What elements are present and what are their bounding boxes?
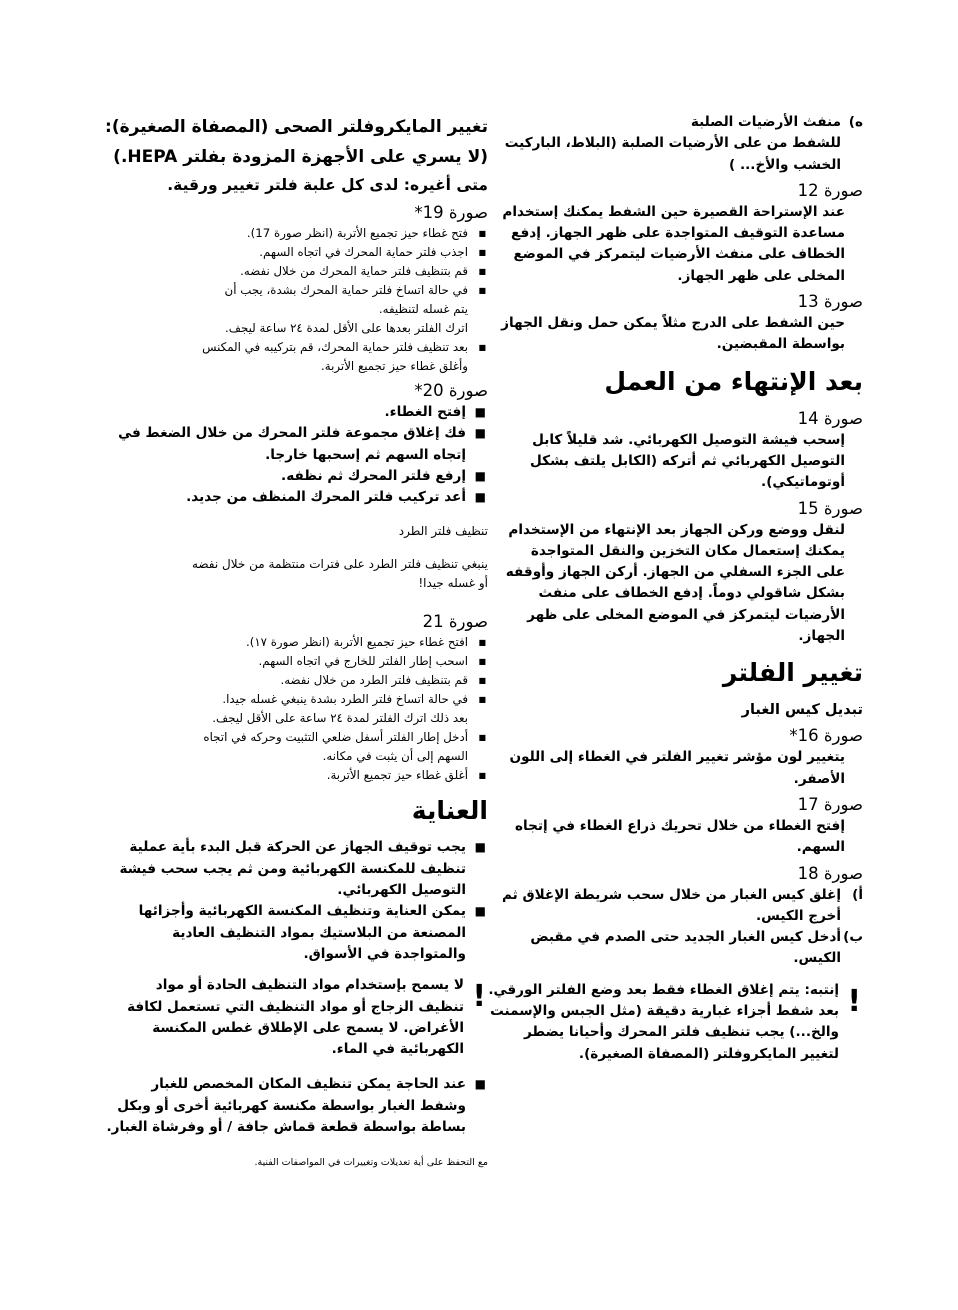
bullet-square-icon: ■ — [478, 695, 486, 705]
bullet-item — [128, 338, 488, 376]
bullet-line: عند الحاجة يمكن تنظيف المكان المخصص للغبار — [151, 1076, 466, 1093]
bullet-item — [128, 766, 488, 785]
bullet-line: يتم غسله لتنظيفه. — [378, 302, 468, 316]
bullet-item — [128, 487, 488, 508]
text-line: إفتح الغطاء من خلال تحريك ذراع الغطاء في إتجاه — [514, 817, 845, 834]
text-line: المخلى على ظهر الجهاز. — [677, 267, 845, 284]
warning-note — [128, 975, 488, 1060]
bullet-line: التوصيل الكهربائي. — [337, 882, 466, 899]
text-line: على الجزء السفلي من الجهاز. أركن الجهاز وأوقفه — [505, 564, 845, 581]
warning-note — [488, 980, 863, 1065]
bullet-line: اترك الفلتر بعدها على الأقل لمدة ٢٤ ساعة ليجف. — [225, 321, 468, 335]
text-line: (لا يسري على الأجهزة المزودة بفلتر HEPA.) — [113, 147, 488, 167]
bullet-item — [128, 466, 488, 487]
bullet-line: إتجاه السهم ثم إسحبها خارجا. — [265, 446, 466, 463]
right-column — [488, 112, 863, 1065]
bullet-item — [128, 224, 488, 243]
bullet-line: فك إغلاق مجموعة فلتر المحرك من خلال الضغط في — [118, 425, 466, 442]
text-line: لتغيير المايكروفلتر (المصفاة الصغيرة). — [578, 1045, 839, 1062]
bullet-item — [128, 402, 488, 423]
paragraph — [495, 747, 863, 790]
bullet-square-icon: ■ — [474, 426, 486, 441]
bullet-line: بعد تنظيف فلتر حماية المحرك، قم بتركيبه في المكنس — [202, 340, 468, 354]
bullet-line: في حالة اتساخ فلتر الطرد بشدة ينبغي غسله جيدا. — [222, 692, 468, 707]
item-label: أ) — [852, 886, 863, 903]
text-line: الخطاف على منفث الأرضيات ليتمركز في الموضع — [513, 246, 845, 263]
bullet-square-icon: ■ — [478, 638, 486, 648]
paragraph — [128, 522, 488, 541]
section-title: تغيير الفلتر — [722, 658, 863, 688]
heading-note — [105, 112, 488, 172]
figure-label: صورة 13 — [797, 292, 863, 312]
text-line: إغلق كيس الغبار من خلال سحب شريطة الإغلاق ثم — [501, 886, 841, 903]
bullet-line: فتح غطاء حيز تجميع الأتربة (انظر صورة 17). — [246, 226, 468, 240]
bullet-line: أغلق غطاء حيز تجميع الأتربة. — [326, 768, 468, 783]
paragraph — [128, 555, 488, 593]
bullet-line: قم بتنظيف فلتر حماية المحرك من خلال نفضه. — [240, 264, 468, 278]
bullet-item — [128, 281, 488, 338]
text-line: أوتوماتيكي). — [761, 474, 845, 491]
bullet-line: إفتح الغطاء. — [384, 404, 466, 420]
item-label: ه) — [848, 114, 863, 130]
bullet-square-icon: ■ — [478, 343, 486, 352]
bullet-square-icon: ■ — [478, 267, 486, 276]
text-line: يتغيير لون مؤشر تغيير الفلتر في الغطاء إلى اللون — [509, 749, 845, 766]
bullet-item — [128, 671, 488, 690]
bullet-square-icon: ■ — [478, 229, 486, 238]
subsection-title: تبديل كيس الغبار — [741, 702, 863, 719]
text-line: ينبغي تنظيف فلتر الطرد على فترات منتظمة من خلال نفضه — [191, 557, 488, 572]
bullet-line: أعد تركيب فلتر المحرك المنظف من جديد. — [186, 489, 466, 506]
bullet-square-icon: ■ — [474, 840, 486, 855]
spacer — [128, 593, 488, 607]
bullet-line: بعد ذلك اترك الفلتر لمدة ٢٤ ساعة على الأقل ليجف. — [212, 711, 468, 726]
figure-label: صورة 12 — [797, 180, 863, 200]
text-line: منفث الأرضيات الصلبة — [690, 114, 841, 130]
text-line: إنتبه: يتم إغلاق الغطاء فقط بعد وضع الفلتر الورقي. — [488, 981, 839, 998]
text-line: السهم. — [796, 839, 845, 856]
text-line: أخرج الكيس. — [755, 907, 841, 924]
bullet-line: قم بتنظيف فلتر الطرد من خلال نفضه. — [280, 673, 468, 688]
text-line: تغيير المايكروفلتر الصحى (المصفاة الصغيرة): — [105, 117, 488, 137]
figure-label: صورة 17 — [797, 794, 863, 814]
text-line: تنظيف فلتر الطرد — [398, 524, 488, 539]
bullet-square-icon: ■ — [478, 676, 486, 686]
text-line: تنظيف الزجاج أو مواد التنظيف التي تستعمل لكافة — [127, 998, 464, 1015]
paragraph — [495, 430, 863, 494]
spacer — [128, 508, 488, 522]
paragraph — [495, 816, 863, 859]
bullet-item — [128, 652, 488, 671]
bullet-square-icon: ■ — [474, 490, 486, 505]
paragraph — [495, 313, 863, 356]
bullet-line: يجب توقيف الجهاز عن الحركة قبل البدء بأية عملية — [129, 839, 466, 856]
text-line: إسحب فيشة التوصيل الكهربائي. شد قليلاً كابل — [532, 431, 845, 448]
text-line: للشفط من على الأرضيات الصلبة (البلاط، الباركيت — [504, 135, 841, 152]
spacer — [128, 1060, 488, 1074]
bullet-line: السهم إلى أن يثبت في مكانه. — [322, 749, 468, 764]
figure-label: صورة 15 — [797, 498, 863, 518]
text-line: مع التحفظ على أية تعديلات وتغييرات في المواصفات الفنية. — [254, 1157, 488, 1169]
warning-exclamation-icon: ! — [472, 979, 486, 1015]
bullet-item — [106, 1074, 488, 1138]
bullet-line: اجذب فلتر حماية المحرك في اتجاه السهم. — [259, 245, 468, 259]
bullet-item — [128, 262, 488, 281]
text-line: مساعدة التوقيف المتواجدة على ظهر الجهاز. إدفع — [511, 225, 845, 242]
text-line: التوصيل الكهربائي ثم أتركه (الكابل يلتف بشكل — [530, 452, 845, 469]
bullet-line: يمكن العناية وتنظيف المكنسة الكهربائية وأجزائها — [138, 903, 466, 920]
bullet-item — [118, 423, 488, 466]
disclaimer — [128, 1156, 488, 1170]
bullet-line: في حالة اتساخ فلتر حماية المحرك بشدة، يجب أن — [224, 283, 468, 297]
list-item — [495, 885, 863, 928]
bullet-item — [128, 243, 488, 262]
text-line: الأصفر. — [793, 770, 845, 787]
left-column — [105, 112, 488, 1170]
text-line: الكهربائية في الماء. — [331, 1041, 464, 1058]
bullet-line: تنظيف للمكنسة الكهربائية ومن ثم يجب سحب فيشة — [119, 860, 466, 877]
bullet-line: المصنعة من البلاستيك بمواد التنظيف العادية — [172, 924, 466, 941]
bullet-square-icon: ■ — [478, 657, 486, 667]
text-line: الأرضيات ليتمركز في الموضع المخلى على ظهر — [527, 606, 845, 623]
text-line: الأغراض. لا يسمح على الإطلاق غطس المكنسة — [152, 1019, 464, 1036]
bullet-square-icon: ■ — [474, 468, 486, 483]
bullet-item — [128, 728, 488, 766]
figure-label: صورة 21 — [422, 612, 488, 632]
bullet-line: وشفط الغبار بواسطة مكنسة كهربائية أخرى أو وبكل — [117, 1097, 466, 1114]
text-line: متى أغيره: لدى كل علبة فلتر تغيير ورقية. — [167, 176, 488, 194]
bullet-item — [128, 690, 488, 728]
bullet-square-icon: ■ — [474, 1077, 486, 1092]
bullet-square-icon: ■ — [478, 733, 486, 743]
text-line: بعد شفط أجزاء غبارية دقيقة (مثل الجبس والإسمنت — [490, 1003, 839, 1020]
section-title: بعد الإنتهاء من العمل — [604, 366, 863, 396]
text-line: لا يسمح بإستخدام مواد التنظيف الحادة أو مواد — [155, 977, 464, 994]
bullet-line: اسحب إطار الفلتر للخارج في اتجاه السهم. — [258, 654, 468, 669]
figure-label: صورة 14 — [797, 408, 863, 428]
figure-label: صورة 16* — [789, 726, 863, 746]
figure-label: صورة 19* — [414, 203, 488, 222]
text-line: الخشب والأخ... ) — [729, 156, 841, 173]
bullet-square-icon: ■ — [474, 904, 486, 919]
text-line: يمكنك إستعمال مكان التخزين والنقل المتواجدة — [530, 542, 845, 559]
section-title: العناية — [411, 796, 488, 826]
bullet-line: بساطة بواسطة قطعة قماش جافة / أو وفرشاة الغبار. — [106, 1119, 466, 1136]
text-line: الكيس. — [793, 950, 841, 967]
bullet-item — [119, 837, 488, 901]
bullet-line: والمتواجدة في الأسواق. — [303, 945, 466, 962]
text-line: لنقل ووضع وركن الجهاز بعد الإنتهاء من الإستخدام — [508, 521, 845, 538]
item-label: ب) — [843, 929, 863, 946]
spacer — [128, 541, 488, 555]
bullet-line: افتح غطاء حيز تجميع الأتربة (انظر صورة ١٧). — [245, 635, 468, 650]
paragraph — [495, 520, 863, 648]
note-text — [128, 172, 488, 198]
bullet-item — [128, 901, 488, 965]
list-item — [495, 112, 863, 176]
bullet-line: إرفع فلتر المحرك ثم نظفه. — [281, 467, 466, 484]
figure-label: صورة 20* — [414, 381, 488, 400]
bullet-square-icon: ■ — [478, 771, 486, 781]
text-line: والخ...) يجب تنظيف فلتر المحرك وأحيانا يضطر — [523, 1024, 839, 1041]
figure-label: صورة 18 — [797, 863, 863, 883]
text-line: بشكل شاقولي دوماً. إدفع الخطاف على منفث — [538, 585, 845, 602]
text-line: حين الشفط على الدرج مثلاً يمكن حمل ونقل الجهاز — [501, 315, 845, 332]
text-line: أدخل كيس الغبار الجديد حتى الصدم في مقبض — [530, 929, 841, 946]
bullet-line: وأغلق غطاء حيز تجميع الأتربة. — [321, 359, 468, 373]
bullet-line: أدخل إطار الفلتر أسفل ضلعي التثبيت وحركه في اتجاه — [203, 730, 468, 745]
list-item — [495, 927, 863, 970]
bullet-square-icon: ■ — [478, 286, 486, 295]
bullet-square-icon: ■ — [478, 248, 486, 257]
text-line: بواسطة المقبضين. — [716, 336, 845, 353]
bullet-item — [128, 633, 488, 652]
bullet-square-icon: ■ — [474, 405, 486, 419]
text-line: عند الإستراحة القصيرة حين الشفط يمكنك إستخدام — [502, 203, 845, 220]
text-line: أو غسله جيدا! — [418, 576, 488, 591]
paragraph — [495, 202, 863, 287]
warning-exclamation-icon: ! — [847, 983, 861, 1019]
text-line: الجهاز. — [798, 628, 845, 645]
